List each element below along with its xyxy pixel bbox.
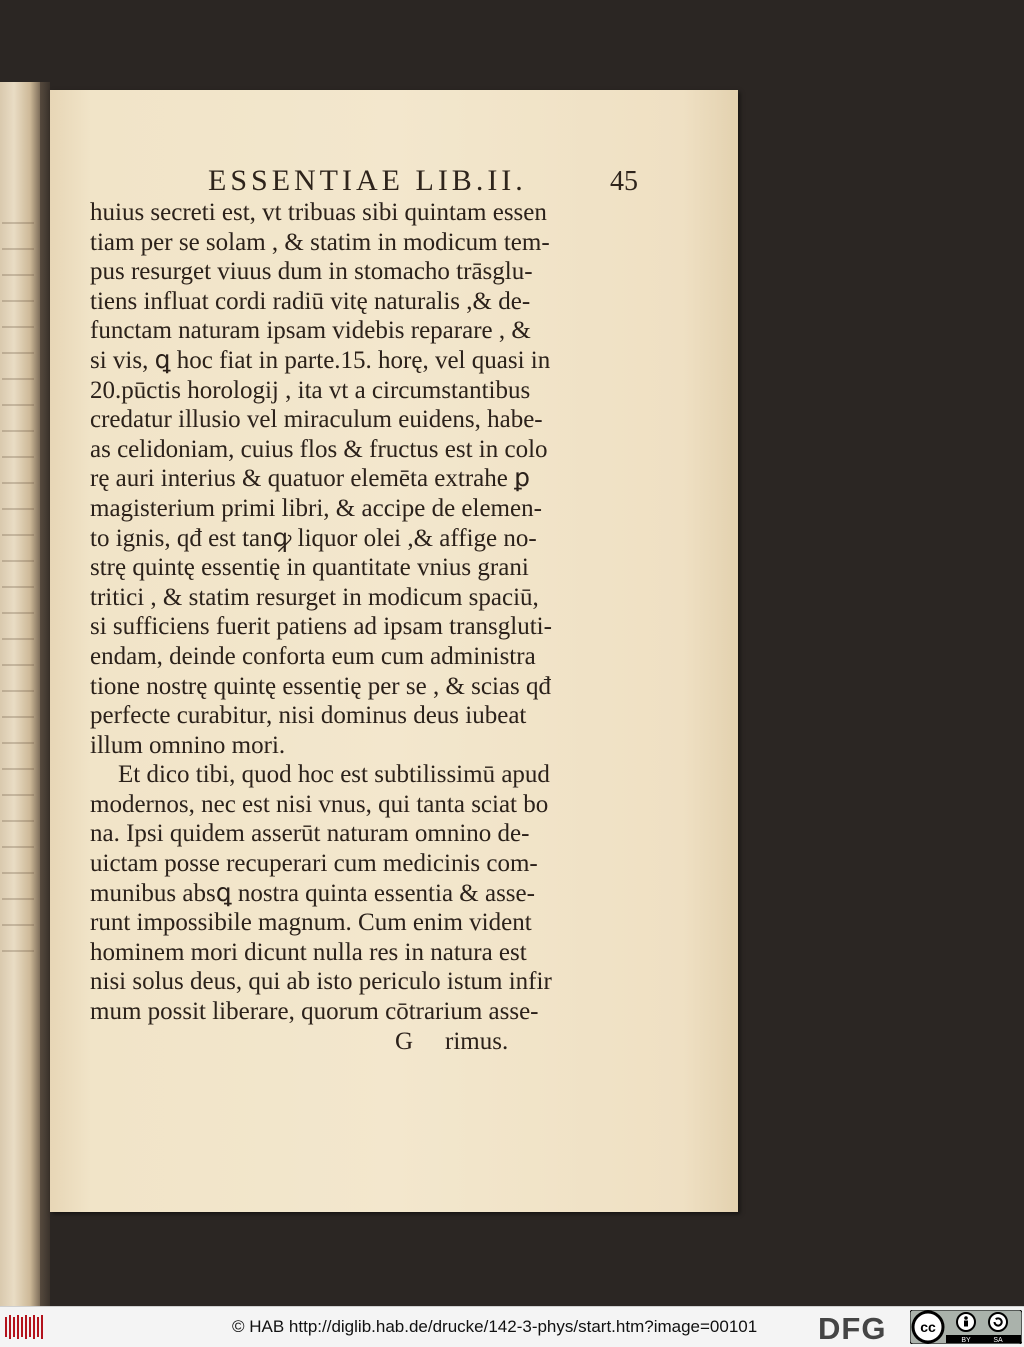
hab-logo-icon [4,1313,46,1341]
binding-strip [40,82,50,1307]
svg-text:cc: cc [920,1319,936,1335]
text-line: modernos, nec est nisi vnus, qui tanta sciat bo [90,790,549,818]
text-line: as celidoniam, cuius flos & fructus est in colo [90,435,548,463]
text-line: nisi solus deus, qui ab isto periculo istum infir [90,968,552,996]
sa-label: SA [993,1337,1003,1344]
text-line: endam, deinde conforta eum cum administra [90,642,536,670]
text-line: tiens influat cordi radiū vitę naturalis ,& de- [90,287,531,315]
text-line: illum omnino mori. [90,731,286,759]
text-line: functam naturam ipsam videbis reparare , & [90,317,531,345]
text-line: pus resurget viuus dum in stomacho trāsglu- [90,258,533,286]
text-line: huius secreti est, vt tribuas sibi quintam essen [90,199,547,226]
text-line: si vis, ꝗ hoc fiat in parte.15. horę, vel quasi in [90,346,551,374]
sa-icon [989,1313,1007,1331]
cc-icon [913,1312,943,1342]
running-title: ESSENTIAE LIB.II. [208,164,527,197]
running-head [158,164,638,200]
text-line: mum possit liberare, quorum cōtrarium asse- [90,998,539,1026]
by-label: BY [961,1337,971,1344]
catchword: rimus. [445,1027,509,1055]
text-block [90,198,650,1056]
left-page-bleed [2,212,34,972]
text-line: uictam posse recuperari cum medicinis com- [90,850,538,878]
folio-number: 45 [610,166,638,197]
text-line: magisterium primi libri, & accipe de elemen- [90,494,542,522]
by-icon [957,1313,975,1331]
text-line: to ignis, qđ est tanꝙ liquor olei ,& affige no- [90,524,537,552]
text-line: 20.pūctis horologij , ita vt a circumstantibus [90,376,531,404]
text-line: perfecte curabitur, nisi dominus deus iubeat [90,702,527,730]
source-credit-link[interactable]: © HAB http://diglib.hab.de/drucke/142-3-phys/start.htm?image=00101 [232,1317,758,1336]
book-page [50,90,738,1212]
text-line: Et dico tibi, quod hoc est subtilissimū apud [118,761,550,789]
text-line: strę quintę essentię in quantitate vnius grani [90,554,529,582]
text-line: runt impossibile magnum. Cum enim vident [90,909,532,937]
text-line: tiam per se solam , & statim in modicum tem- [90,228,550,256]
left-page-edge [0,82,40,1307]
text-line: munibus absꝗ nostra quinta essentia & asse- [90,879,535,907]
text-line: rę auri interius & quatuor elemēta extrahe ꝑ [90,465,530,493]
text-line: hominem mori dicunt nulla res in natura est [90,938,527,966]
text-line: tritici , & statim resurget in modicum spaciū, [90,583,539,611]
signature-mark: G [395,1027,414,1055]
text-line: na. Ipsi quidem asserūt naturam omnino de- [90,820,530,848]
dfg-logo: DFG [818,1311,887,1346]
cc-license-badge[interactable] [910,1310,1022,1344]
text-line: credatur illusio vel miraculum euidens, habe- [90,406,543,434]
signature-line [90,1027,650,1057]
footer-bar [0,1306,1024,1347]
text-line: tione nostrę quintę essentię per se , & scias qđ [90,672,551,700]
text-line: si sufficiens fuerit patiens ad ipsam transgluti- [90,613,552,641]
